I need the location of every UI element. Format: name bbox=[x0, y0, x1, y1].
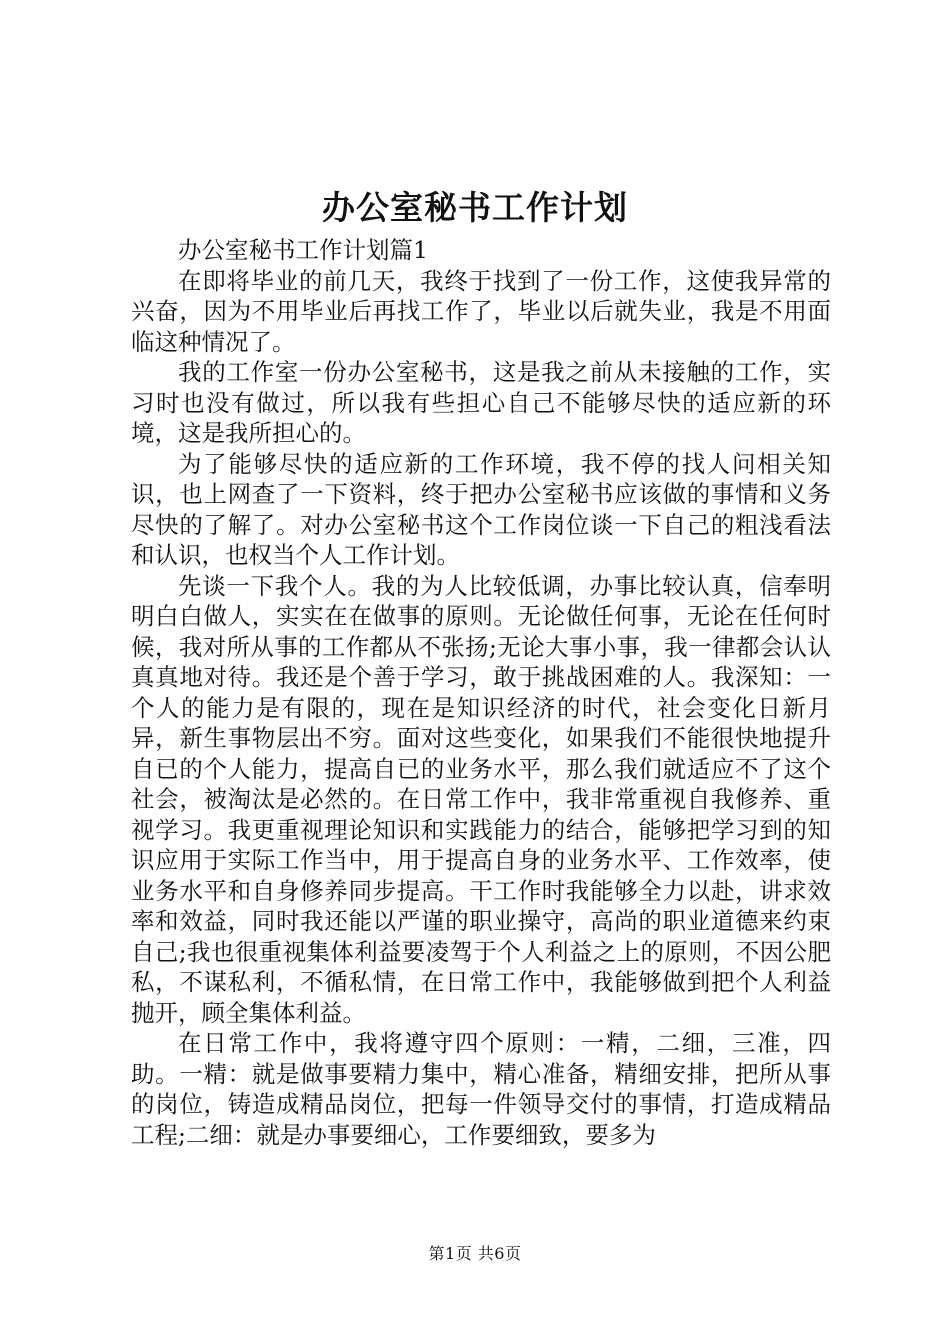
paragraph-3: 为了能够尽快的适应新的工作环境，我不停的找人问相关知识，也上网查了一下资料，终于把办公室秘书应该做的事情和义务尽快的了解了。对办公室秘书这个工作岗位谈一下自己的粗浅看法和认识，也权当个人工作计划。 bbox=[131, 449, 831, 569]
paragraph-2: 我的工作室一份办公室秘书，这是我之前从未接触的工作，实习时也没有做过，所以我有些担心自己不能够尽快的适应新的环境，这是我所担心的。 bbox=[131, 358, 831, 447]
paragraph-5: 在日常工作中，我将遵守四个原则：一精，二细，三准，四助。一精：就是做事要精力集中，精心准备，精细安排，把所从事的岗位，铸造成精品岗位，把每一件领导交付的事情，打造成精品工程;二细：就是办事要细心，工作要细致，要多为 bbox=[131, 1029, 831, 1149]
paragraph-4: 先谈一下我个人。我的为人比较低调，办事比较认真，信奉明明白白做人，实实在在做事的原则。无论做任何事，无论在任何时候，我对所从事的工作都从不张扬;无论大事小事，我一律都会认认真真地对待。我还是个善于学习，敢于挑战困难的人。我深知：一个人的能力是有限的，现在是知识经济的时代，社会变化日新月异，新生事物层出不穷。面对这些变化，如果我们不能很快地提升自已的个人能力，提高自已的业务水平，那么我们就适应不了这个社会，被淘汰是必然的。在日常工作中，我非常重视自我修养、重视学习。我更重视理论知识和实践能力的结合，能够把学习到的知识应用于实际工作当中，用于提高自身的业务水平、工作效率，使业务水平和自身修养同步提高。干工作时我能够全力以赴，讲求效率和效益，同时我还能以严谨的职业操守，高尚的职业道德来约束自己;我也很重视集体利益要凌驾于个人利益之上的原则，不因公肥私，不谋私利，不循私情，在日常工作中，我能够做到把个人利益抛开，顾全集体利益。 bbox=[131, 571, 831, 1027]
page-number-footer: 第1页 共6页 bbox=[428, 1244, 522, 1263]
paragraph-1: 在即将毕业的前几天，我终于找到了一份工作，这使我异常的兴奋，因为不用毕业后再找工作了，毕业以后就失业，我是不用面临这种情况了。 bbox=[131, 266, 831, 356]
document-body bbox=[131, 235, 831, 1150]
document-title: 办公室秘书工作计划 bbox=[322, 188, 628, 227]
section-heading: 办公室秘书工作计划篇1 bbox=[178, 236, 428, 264]
